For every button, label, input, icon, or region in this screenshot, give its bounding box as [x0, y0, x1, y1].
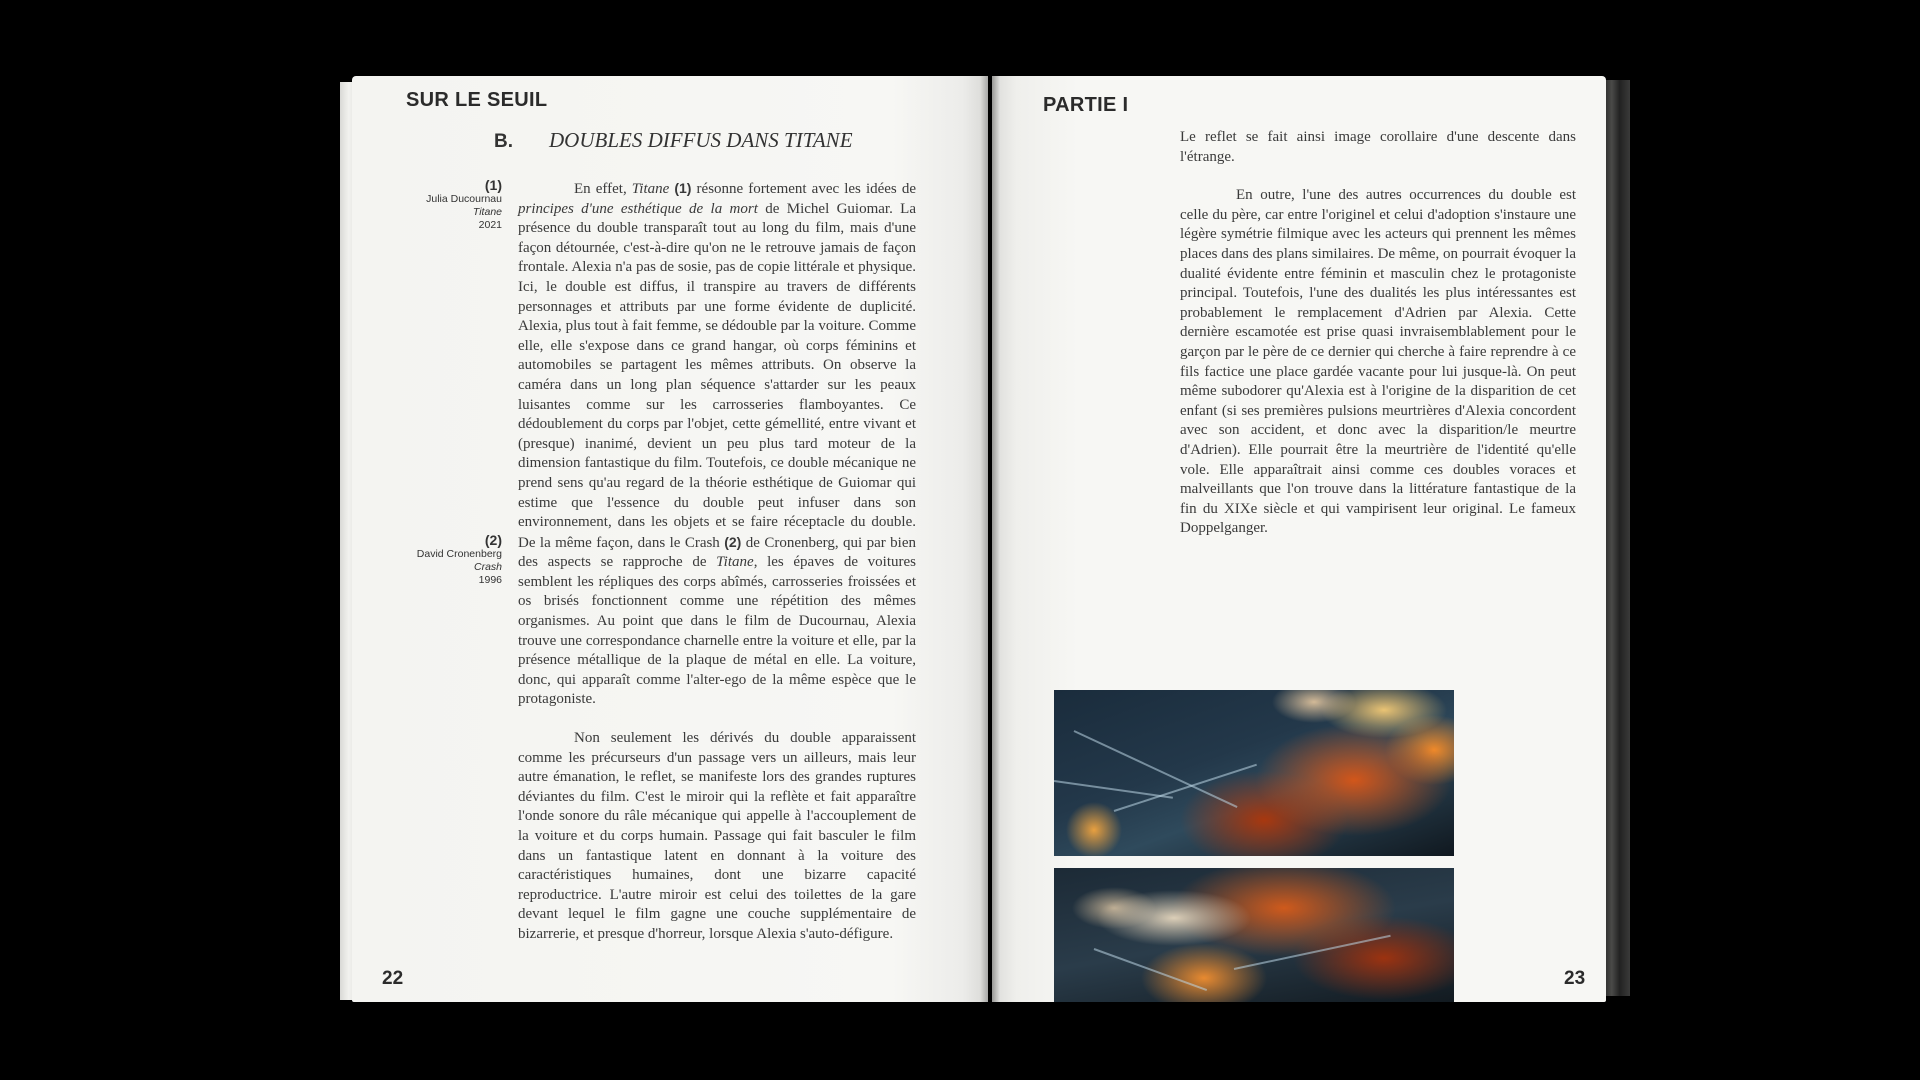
- note-year: 2021: [478, 219, 502, 231]
- margin-note-1: [402, 177, 502, 232]
- open-book: [340, 76, 1630, 1002]
- paragraph: Le reflet se fait ainsi image corollaire d'une descente dans l'étrange.: [1180, 129, 1576, 165]
- paragraph: En effet, Titane (1) résonne fortement avec les idées de principes d'une esthétique de la mort de Michel Guiomar. La présence du double transparaît tout au long du film, mais d'une façon détournée, c'est-à-dire qu'on ne le retrouve jamais de façon frontale. Alexia n'a pas de sosie, pas de copie littérale et physique. Ici, le double est diffus, il transpire au travers de différents personnages et attributs par une forme évidente de duplicité. Alexia, plus tout à fait femme, se dédouble par la voiture. Comme elle, elle s'expose dans ce grand hangar, où corps féminins et automobiles se partagent les mêmes attributs. On observe la caméra dans un long plan séquence s'attarder sur les peaux luisantes comme sur les carrosseries flamboyantes. Ce dédoublement du corps par l'objet, cette gémellité, entre vivant et (presque) inanimé, devient un peu plus tard moteur de la dimension fantastique du film. Toutefois, ce double mécanique ne prend sens qu'au regard de la théorie esthétique de Guiomar qui estime que l'essence du double peut infuser dans son environnement, dans les objets et se faire réceptacle du double. De la même façon, dans le Crash (2) de Cronenberg, qui par bien des aspects se rapproche de Titane, les épaves de voitures semblent les répliques des corps abîmés, carrosseries froissées et os brisés fonctionnent comme une répétition des mêmes organismes. Au point que dans le film de Ducournau, Alexia trouve une correspondance charnelle entre la voiture et elle, par la présence métallique de la plaque de métal en elle. La voiture, donc, qui apparaît comme l'alter-ego de la même espèce que le protagoniste.: [518, 180, 917, 708]
- note-work: Crash: [473, 561, 502, 573]
- note-work: Titane: [472, 206, 502, 218]
- left-body-text: [518, 179, 916, 945]
- page-edges-right: [1604, 80, 1630, 996]
- note-year: 1996: [478, 574, 502, 586]
- note-ref: (2): [724, 533, 742, 550]
- page-number-right: 23: [1564, 968, 1586, 989]
- section-title: DOUBLES DIFFUS DANS TITANE: [549, 128, 853, 152]
- note-number: (1): [484, 177, 502, 193]
- note-number: (2): [484, 532, 502, 548]
- book-gutter: [980, 76, 1000, 1002]
- note-ref: (1): [674, 180, 692, 196]
- paragraph: En outre, l'une des autres occurrences du double est celle du père, car entre l'originel et celui d'adoption s'instaure une légère symétrie filmique avec les acteurs qui prennent les mêmes places dans des plans similaires. De même, on pourrait évoquer la dualité évidente entre féminin et masculin chez le protagoniste principal. Toutefois, l'une des dualités les plus intéressantes est probablement le remplacement d'Adrien par Alexia. Cette dernière escamotée est prise quasi invraisemblablement pour le garçon par le père de ce dernier qui cherche à faire reprendre à ce fils factice une place gardée vacante pour lui jusque-là. On peut même subodorer qu'Alexia est à l'origine de la disparition de cet enfant (si ses premières pulsions meurtrières d'Alexia concordent avec son accident, et donc avec la disparition/le meurtre d'Adrien). Elle pourrait être la meurtrière de l'identité qu'elle vole. Elle apparaîtrait ainsi comme ces doubles voraces et malveillants que l'on trouve dans la littérature fantastique de la fin du XIXe siècle et qui vampirisent leur original. Le fameux Doppelganger.: [1180, 187, 1576, 537]
- section-letter: B.: [494, 131, 513, 152]
- left-page: [352, 76, 988, 1002]
- note-author: Julia Ducournau: [426, 193, 502, 205]
- film-still-bottom: [1054, 868, 1454, 1002]
- right-page: [992, 76, 1606, 1002]
- running-head-left: SUR LE SEUIL: [406, 89, 548, 111]
- right-body-text: [1180, 128, 1576, 539]
- running-head-right: PARTIE I: [1043, 94, 1129, 116]
- page-number-left: 22: [382, 968, 404, 989]
- paragraph: Non seulement les dérivés du double apparaissent comme les précurseurs d'un passage vers un ailleurs, mais leur autre émanation, le reflet, se manifeste lors des grandes ruptures déviantes du film. C'est le miroir qui la reflète et fait apparaître l'onde sonore du râle mécanique qui appelle à l'accouplement de la voiture et du corps humain. Passage qui fait basculer le film dans un fantastique latent en donnant à la voiture des caractéristiques humaines, dont une bizarre capacité reproductrice. L'autre miroir est celui des toilettes de la gare devant lequel le film gagne une couche supplémentaire de bizarrerie, et presque d'horreur, lorsque Alexia s'auto-défigure.: [518, 730, 916, 942]
- note-author: David Cronenberg: [416, 548, 502, 560]
- margin-note-2: [402, 532, 502, 587]
- film-still-top: [1054, 690, 1454, 856]
- section-heading: [494, 128, 853, 153]
